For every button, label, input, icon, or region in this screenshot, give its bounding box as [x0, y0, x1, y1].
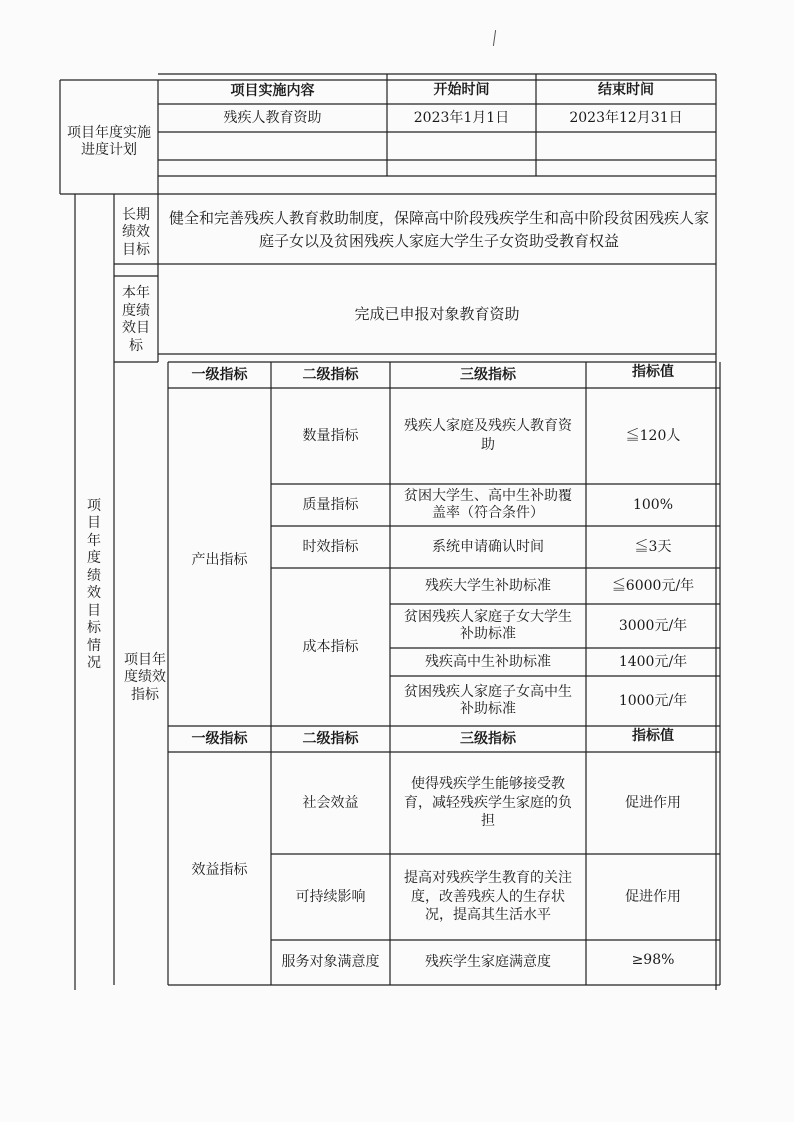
- timeliness-value: ≦3天: [634, 538, 672, 555]
- social-level3: 使得残疾学生能够接受教育，减轻残疾学生家庭的负担: [404, 775, 572, 830]
- schedule-header-start: 开始时间: [433, 81, 490, 98]
- header2-level1: 一级指标: [191, 731, 248, 748]
- cost-item-2-level3: 贫困残疾人家庭子女大学生补助标准: [404, 608, 572, 642]
- quantity-label: 数量指标: [302, 427, 359, 444]
- timeliness-level3: 系统申请确认时间: [432, 538, 544, 555]
- cost-item-4-value: 1000元/年: [618, 692, 688, 709]
- cost-item-3-level3: 残疾高中生补助标准: [425, 653, 551, 670]
- cost-item-4-level3: 贫困残疾人家庭子女高中生补助标准: [404, 683, 572, 717]
- header-level3: 三级指标: [460, 367, 516, 384]
- social-value: 促进作用: [625, 794, 681, 811]
- schedule-header-end: 结束时间: [598, 81, 654, 98]
- header2-level3: 三级指标: [460, 731, 516, 748]
- satisfaction-level3: 残疾学生家庭满意度: [425, 954, 551, 971]
- social-label: 社会效益: [302, 794, 359, 811]
- sustain-value: 促进作用: [625, 888, 681, 905]
- output-level1: 产出指标: [191, 551, 248, 568]
- schedule-header-content: 项目实施内容: [230, 82, 315, 99]
- quantity-value: ≦120人: [625, 427, 681, 444]
- schedule-row-end: 2023年12月31日: [569, 109, 683, 126]
- satisfaction-label: 服务对象满意度: [281, 954, 380, 971]
- annual-goal-text: 完成已申报对象教育资助: [354, 304, 520, 323]
- timeliness-label: 时效指标: [302, 538, 359, 555]
- quantity-level3: 残疾人家庭及残疾人教育资助: [404, 418, 572, 453]
- long-term-label: 长期绩效目标: [122, 206, 150, 258]
- quality-level3: 贫困大学生、高中生补助覆盖率（符合条件）: [404, 487, 572, 521]
- header2-value: 指标值: [632, 728, 674, 745]
- header-level2: 二级指标: [302, 367, 359, 384]
- header2-level2: 二级指标: [302, 731, 359, 748]
- long-term-text: 健全和完善残疾人教育救助制度，保障高中阶段残疾学生和高中阶段贫困残疾人家庭子女以及贫困残疾人家庭大学生子女资助受教育权益: [168, 208, 709, 250]
- quality-label: 质量指标: [302, 496, 359, 513]
- annual-goal-label: 本年度绩效目标: [122, 285, 150, 354]
- indicators-label: 项目年度绩效指标: [124, 651, 166, 703]
- schedule-row-start: 2023年1月1日: [413, 109, 510, 126]
- sustain-label: 可持续影响: [295, 888, 366, 905]
- sustain-level3: 提高对残疾学生教育的关注度，改善残疾人的生存状况，提高其生活水平: [404, 869, 572, 924]
- header-value: 指标值: [632, 364, 674, 381]
- header-level1: 一级指标: [191, 367, 248, 384]
- schedule-section-label: 项目年度实施进度计划: [67, 124, 151, 158]
- goals-section-label: 项目年度绩效目标情况: [87, 497, 101, 671]
- cost-item-3-value: 1400元/年: [618, 653, 688, 670]
- cost-label: 成本指标: [302, 638, 359, 655]
- cost-item-1-value: ≦6000元/年: [611, 577, 695, 594]
- cost-item-1-level3: 残疾大学生补助标准: [425, 577, 551, 594]
- cost-item-2-value: 3000元/年: [618, 617, 688, 634]
- benefit-level1: 效益指标: [191, 861, 248, 878]
- quality-value: 100%: [632, 496, 674, 513]
- schedule-row-content: 残疾人教育资助: [223, 109, 322, 126]
- satisfaction-value: ≥98%: [631, 952, 675, 969]
